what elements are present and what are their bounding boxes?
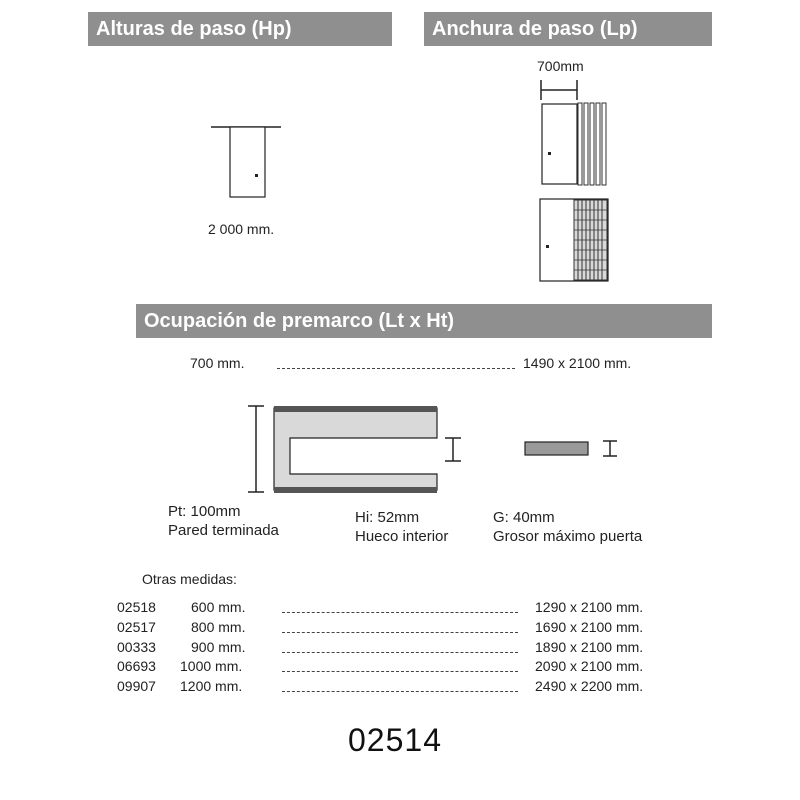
row-leader-line [282,632,518,633]
header-ocupacion-de-premarco: Ocupación de premarco (Lt x Ht) [136,304,712,338]
pt-description: Pared terminada [168,522,279,539]
row-code: 09907 [117,678,156,694]
row-code: 02517 [117,619,156,635]
g-description: Grosor máximo puerta [493,528,643,545]
lp-width-dimension [541,80,577,100]
pt-value: Pt: 100mm [168,503,241,520]
row-size: 1890 x 2100 mm. [535,639,644,655]
product-code: 02514 [348,722,442,758]
premarco-leader-line [277,368,515,369]
row-size: 2090 x 2100 mm. [535,658,644,674]
hp-door-diagram [211,127,281,197]
header-alturas-de-paso: Alturas de paso (Hp) [88,12,392,46]
row-code: 00333 [117,639,156,655]
hp-height-label: 2 000 mm. [208,221,275,237]
g-value: G: 40mm [493,509,555,526]
row-width: 900 mm. [191,639,246,655]
hi-value: Hi: 52mm [355,509,420,526]
row-code: 06693 [117,658,156,674]
row-leader-line [282,652,518,653]
premarco-size: 1490 x 2100 mm. [523,355,632,371]
row-width: 1000 mm. [180,658,243,674]
header-anchura-de-paso: Anchura de paso (Lp) [424,12,712,46]
row-size: 2490 x 2200 mm. [535,678,644,694]
lp-width-label: 700mm [537,58,584,74]
row-leader-line [282,612,518,613]
hi-description: Hueco interior [355,528,449,545]
row-leader-line [282,671,518,672]
premarco-section [248,406,617,493]
row-size: 1690 x 2100 mm. [535,619,644,635]
row-width: 800 mm. [191,619,246,635]
row-width: 600 mm. [191,599,246,615]
row-size: 1290 x 2100 mm. [535,599,644,615]
row-code: 02518 [117,599,156,615]
premarco-width: 700 mm. [190,355,245,371]
row-width: 1200 mm. [180,678,243,694]
lp-folding-door-bottom [540,199,608,281]
row-leader-line [282,691,518,692]
otras-medidas-title: Otras medidas: [142,571,237,587]
lp-sliding-door-top [542,103,606,185]
